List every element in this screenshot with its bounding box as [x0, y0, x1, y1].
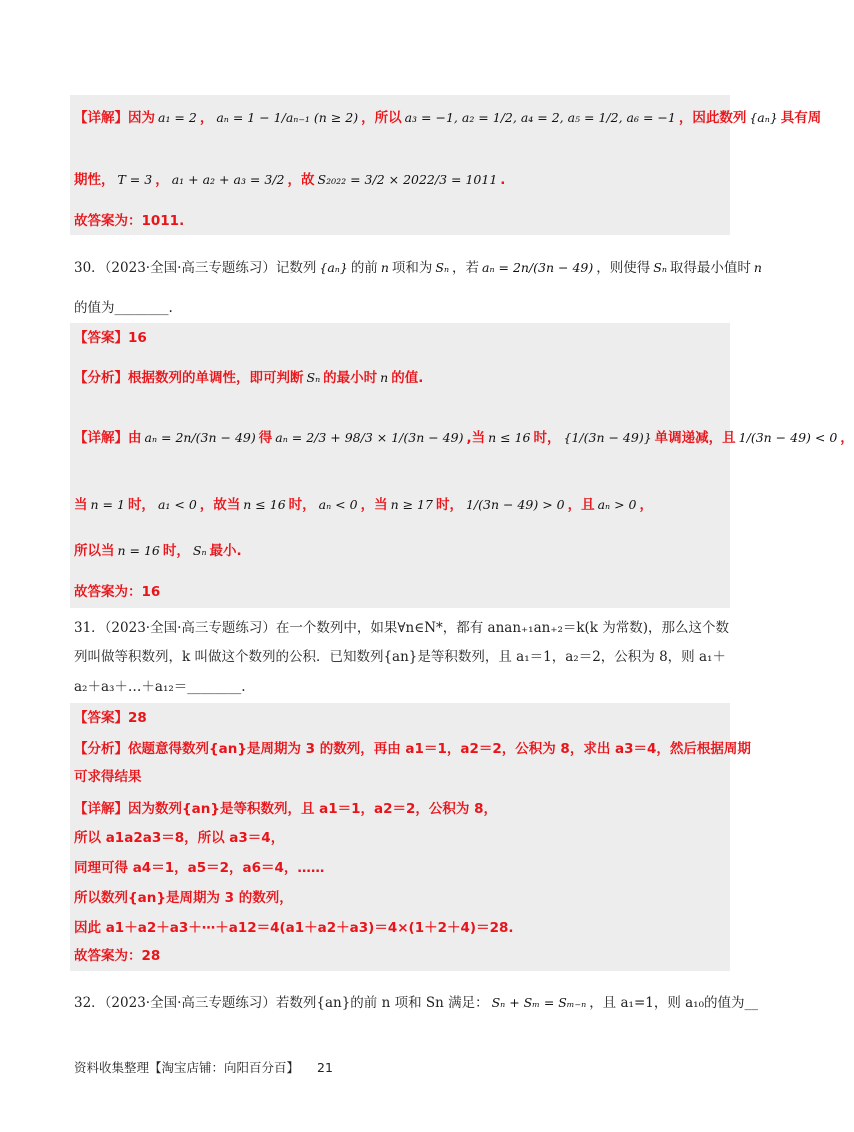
formula: n — [380, 260, 389, 275]
text: ，则使得 — [596, 260, 651, 276]
answer-label-30: 【答案】16 — [74, 330, 147, 346]
formula: {aₙ} — [749, 110, 778, 125]
text: ，因此数列 — [678, 110, 747, 126]
text: 时， — [435, 497, 463, 513]
formula: aₙ = 2n/(3n − 49) — [144, 430, 256, 445]
detail-31-line-3: 同理可得 a4＝1，a5＝2，a6＝4，…… — [74, 860, 325, 876]
detail-31-line-4: 所以数列{an}是周期为 3 的数列， — [74, 890, 293, 906]
formula: aₙ < 0 — [318, 497, 358, 512]
answer-label-31: 【答案】28 — [74, 710, 147, 726]
text: ,当 — [466, 430, 486, 446]
formula: 1/(3n − 49) > 0 — [465, 497, 565, 512]
formula: n ≤ 16 — [243, 497, 286, 512]
text: 具有周 — [780, 110, 822, 126]
text: 32．（2023·全国·高三专题练习）若数列{an}的前 n 项和 Sn 满足： — [74, 995, 489, 1011]
question-31-line-2: 列叫做等积数列，k 叫做这个数列的公积．已知数列{an}是等积数列，且 a₁＝1，a₂＝2，公积为 8，则 a₁＋ — [74, 649, 726, 665]
answer-30: 故答案为：16 — [74, 584, 161, 600]
formula: S₂₀₂₂ = 3/2 × 2022/3 = 1011 — [317, 172, 498, 187]
formula: {aₙ} — [319, 260, 348, 275]
text: ，故当 — [199, 497, 241, 513]
text: 得 — [258, 430, 273, 446]
analysis-label: 【分析】根据数列的单调性，即可判断 — [74, 370, 304, 386]
solution-block-30 — [70, 323, 730, 608]
formula: a₁ + a₂ + a₃ = 3/2 — [171, 172, 285, 187]
formula: n — [753, 260, 762, 275]
formula: n = 1 — [90, 497, 125, 512]
question-32-line-1 — [74, 993, 759, 1013]
text: 的前 — [350, 260, 378, 276]
question-31-line-3: a₂＋a₃＋…＋a₁₂＝________. — [74, 679, 246, 695]
formula: {1/(3n − 49)} — [563, 430, 652, 445]
footer-source: 资料收集整理【淘宝店铺：向阳百分百】 — [74, 1060, 300, 1075]
text: 时， — [533, 430, 561, 446]
text: 取得最小值时 — [669, 260, 751, 276]
detail-29-line-1: 【详解】因为 a₁ = 2 ， aₙ = 1 − 1/aₙ₋₁ (n ≥ 2) ，所以 a₃ = −1, a₂ = 1/2, a₄ = 2, a₅ = 1/2, a₆ = −1 ，因此数列 {aₙ} 具有周 — [74, 110, 822, 126]
formula: Sₙ — [435, 260, 450, 275]
detail-31-line-1: 【详解】因为数列{an}是等积数列，且 a1＝1，a2＝2，公积为 8， — [74, 801, 498, 817]
answer-29: 故答案为：1011. — [74, 213, 185, 229]
detail-31-line-2: 所以 a1a2a3＝8，所以 a3＝4， — [74, 830, 285, 846]
question-30-line-2: 的值为________. — [74, 300, 173, 316]
formula: Sₙ + Sₘ = Sₘ₋ₙ — [491, 995, 587, 1010]
analysis-30 — [74, 368, 724, 388]
detail-31-line-5: 因此 a1＋a2＋a3＋⋯＋a12＝4(a1＋a2＋a3)＝4×(1＋2＋4)＝28. — [74, 920, 514, 936]
text: ，当 — [360, 497, 388, 513]
formula: a₁ = 2 — [158, 110, 197, 125]
answer-31: 故答案为：28 — [74, 948, 161, 964]
text: 的最小时 — [323, 370, 378, 386]
text: 当 — [74, 497, 88, 513]
text: ，且 — [567, 497, 595, 513]
text: 的值. — [391, 370, 424, 386]
analysis-31-line-2: 可求得结果 — [74, 769, 142, 785]
text: ， — [639, 497, 653, 513]
text: 时， — [288, 497, 316, 513]
formula: n — [380, 370, 389, 385]
formula: T = 3 — [117, 172, 153, 187]
formula: Sₙ — [192, 543, 207, 558]
formula: Sₙ — [306, 370, 321, 385]
page-number: 21 — [317, 1060, 333, 1075]
text: . — [500, 172, 506, 188]
text: ， — [840, 430, 854, 446]
text: ，所以 — [361, 110, 402, 126]
formula: aₙ > 0 — [597, 497, 637, 512]
formula: aₙ = 2n/(3n − 49) — [482, 260, 594, 275]
text: 30．（2023·全国·高三专题练习）记数列 — [74, 260, 317, 276]
detail-label: 【详解】因为 — [74, 110, 155, 126]
text: 时， — [162, 543, 190, 559]
formula: Sₙ — [653, 260, 667, 275]
text: 最小. — [209, 543, 242, 559]
analysis-31-line-1: 【分析】依题意得数列{an}是周期为 3 的数列，再由 a1＝1，a2＝2，公积为 8，求出 a3＝4，然后根据周期 — [74, 741, 751, 757]
formula: n ≤ 16 — [488, 430, 531, 445]
detail-30-line-1 — [74, 428, 854, 448]
text: ，若 — [452, 260, 480, 276]
question-30-line-1 — [74, 258, 762, 278]
text: ，且 a₁=1，则 a₁₀的值为__ — [589, 995, 759, 1011]
detail-label: 【详解】由 — [74, 430, 142, 446]
page-footer — [74, 1058, 333, 1076]
question-31-line-1: 31．（2023·全国·高三专题练习）在一个数列中，如果∀n∈N*，都有 anan₊₁an₊₂＝k(k 为常数)，那么这个数 — [74, 620, 730, 636]
text: 单调递减，且 — [654, 430, 736, 446]
text: 所以当 — [74, 543, 115, 559]
detail-29-line-2: 期性， T = 3 ， a₁ + a₂ + a₃ = 3/2 ，故 S₂₀₂₂ = 3/2 × 2022/3 = 1011 . — [74, 172, 506, 188]
formula: n ≥ 17 — [390, 497, 433, 512]
formula: a₁ < 0 — [157, 497, 197, 512]
formula: n = 16 — [117, 543, 160, 558]
text: 项和为 — [391, 260, 433, 276]
text: 时， — [127, 497, 155, 513]
detail-30-line-3 — [74, 541, 724, 561]
formula: aₙ = 2/3 + 98/3 × 1/(3n − 49) — [275, 430, 464, 445]
text: ，故 — [287, 172, 315, 188]
text: 期性， — [74, 172, 115, 188]
formula: 1/(3n − 49) < 0 — [738, 430, 838, 445]
formula: a₃ = −1, a₂ = 1/2, a₄ = 2, a₅ = 1/2, a₆ = −1 — [404, 110, 676, 125]
detail-30-line-2 — [74, 495, 724, 515]
formula: aₙ = 1 − 1/aₙ₋₁ (n ≥ 2) — [216, 110, 359, 125]
